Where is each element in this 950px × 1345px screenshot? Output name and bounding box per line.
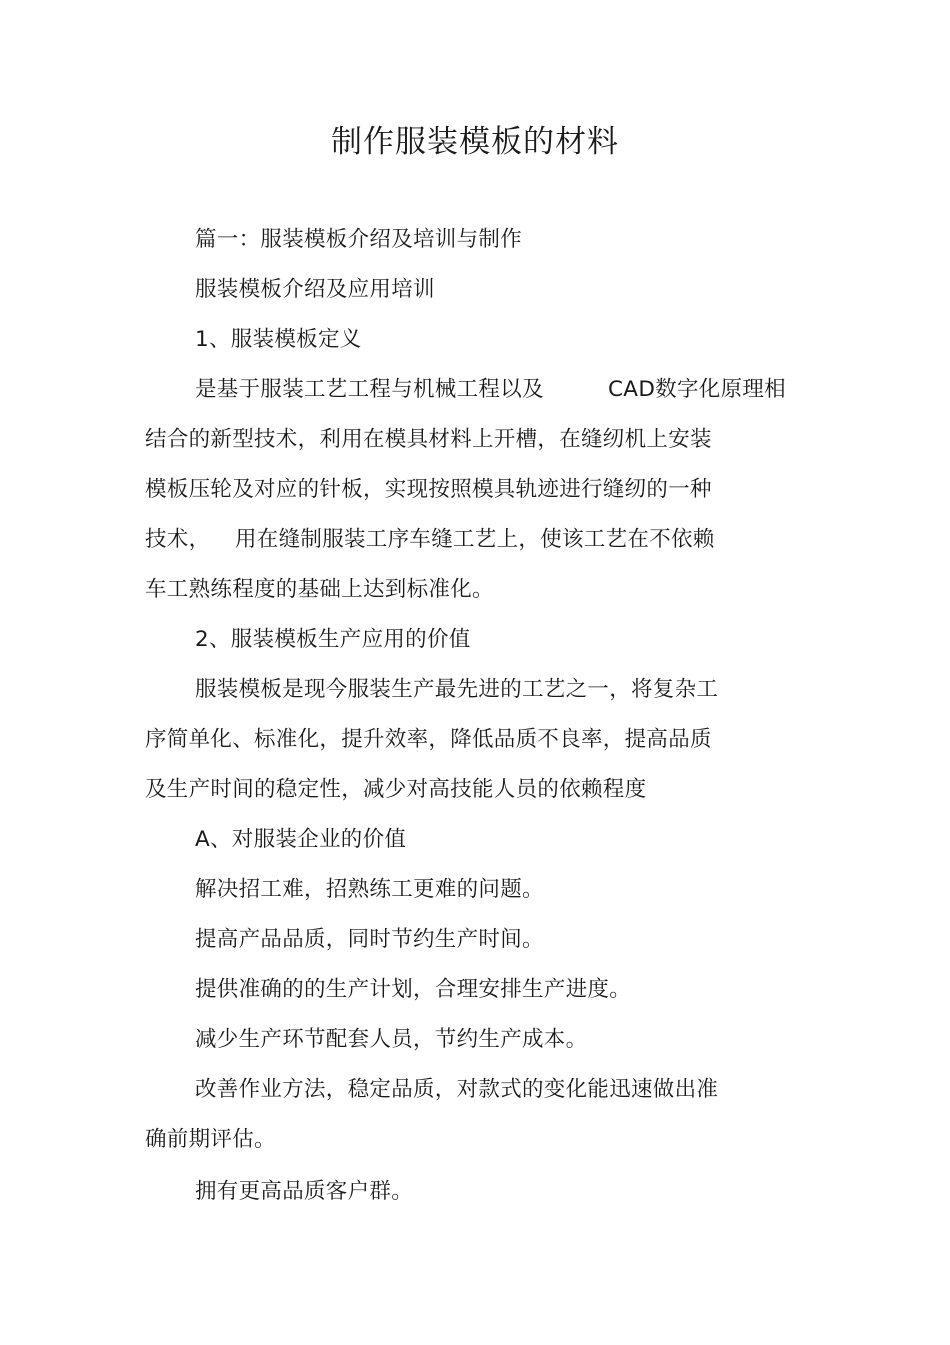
section-heading: 篇一：服装模板介绍及培训与制作 [195, 227, 523, 252]
document-title: 制作服装模板的材料 [331, 124, 619, 160]
list-item: 减少生产环节配套人员，节约生产成本。 [195, 1027, 588, 1052]
text-span: 是基于服装工艺工程与机械工程以及 [195, 377, 544, 402]
paragraph-line [195, 374, 544, 406]
paragraph-line: 及生产时间的稳定性，减少对高技能人员的依赖程度 [145, 777, 647, 802]
paragraph-line: 结合的新型技术，利用在模具材料上开槽，在缝纫机上安装 [145, 427, 712, 452]
paragraph-line: 服装模板是现今服装生产最先进的工艺之一，将复杂工 [195, 677, 719, 702]
list-item: 提高产品品质，同时节约生产时间。 [195, 927, 544, 952]
paragraph-line: 序简单化、标准化，提升效率，降低品质不良率，提高品质 [145, 727, 712, 752]
paragraph-line: CAD数字化原理相 [608, 377, 786, 402]
paragraph-line: 用在缝制服装工序车缝工艺上，使该工艺在不依赖 [235, 527, 715, 552]
list-item: 改善作业方法，稳定品质，对款式的变化能迅速做出准 [195, 1077, 719, 1102]
list-item: 拥有更高品质客户群。 [195, 1179, 414, 1204]
item-heading: 2、服装模板生产应用的价值 [195, 627, 471, 652]
subheading: 服装模板介绍及应用培训 [195, 277, 435, 302]
paragraph-line: 车工熟练程度的基础上达到标准化。 [145, 577, 494, 602]
paragraph-line: 技术， [145, 527, 211, 552]
paragraph-line: 确前期评估。 [145, 1127, 276, 1152]
list-item: 提供准确的的生产计划，合理安排生产进度。 [195, 977, 632, 1002]
item-heading: 1、服装模板定义 [195, 327, 362, 352]
list-item: 解决招工难，招熟练工更难的问题。 [195, 877, 544, 902]
item-heading: A、对服装企业的价值 [195, 827, 407, 852]
paragraph-line: 模板压轮及对应的针板，实现按照模具轨迹进行缝纫的一种 [145, 477, 712, 502]
